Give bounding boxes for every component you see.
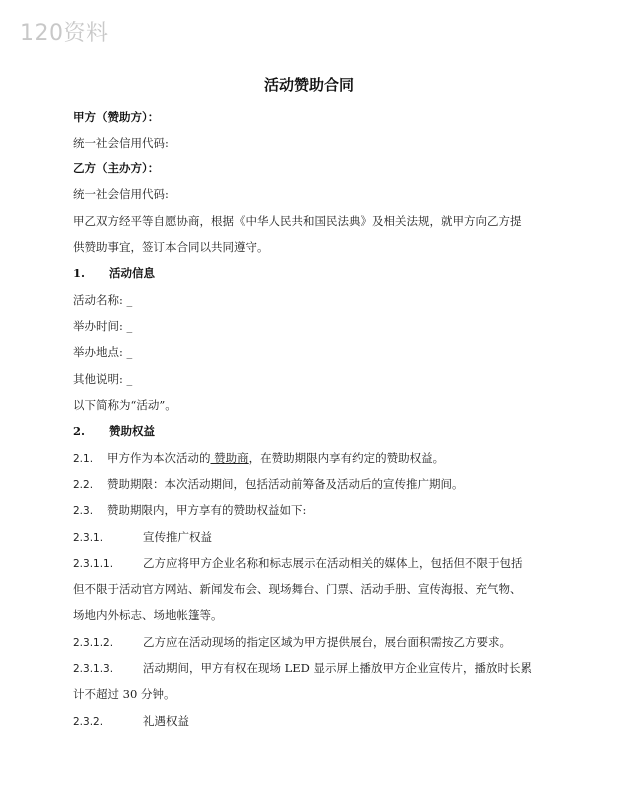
clause-number: 2.3.1.1.	[73, 558, 114, 570]
party-b-credit-code: 统一社会信用代码:	[73, 187, 169, 201]
clause-2-3-1-3-line-2: 计不超过 30 分钟。	[73, 687, 176, 701]
clause-2-3-1-3-line-1	[73, 661, 532, 676]
section-2-number: 2.	[73, 424, 86, 438]
clause-2-3-1-3-text: 活动期间，甲方有权在现场 LED 显示屏上播放甲方企业宣传片，播放时长累	[143, 661, 533, 675]
clause-2-3-1-2	[73, 635, 511, 650]
clause-2-3-text: 赞助期限内，甲方享有的赞助权益如下:	[107, 503, 307, 517]
clause-2-3-2	[73, 714, 189, 729]
sponsor-term: 赞助商	[210, 451, 249, 465]
clause-2-3-1-text: 宣传推广权益	[143, 530, 212, 544]
clause-number: 2.1.	[73, 453, 94, 465]
clause-2-2	[73, 477, 464, 492]
clause-2-3-1	[73, 530, 212, 545]
intro-line-1: 甲乙双方经平等自愿协商，根据《中华人民共和国民法典》及相关法规，就甲方向乙方提	[73, 214, 522, 228]
clause-2-3	[73, 503, 306, 518]
activity-time: 举办时间: _	[73, 319, 133, 333]
clause-2-3-2-text: 礼遇权益	[143, 714, 189, 728]
clause-number: 2.3.	[73, 505, 94, 517]
clause-2-1-text: 甲方作为本次活动的	[107, 451, 211, 465]
party-a-credit-code: 统一社会信用代码:	[73, 136, 169, 150]
watermark: 120资料	[20, 21, 109, 46]
activity-other: 其他说明: _	[73, 372, 133, 386]
clause-number: 2.3.1.3.	[73, 663, 114, 675]
activity-name: 活动名称: _	[73, 293, 133, 307]
section-1-heading	[73, 266, 155, 280]
clause-number: 2.2.	[73, 479, 94, 491]
party-a-label: 甲方（赞助方）：	[73, 110, 160, 124]
section-1-title: 活动信息	[109, 266, 155, 280]
clause-2-3-1-1-text: 乙方应将甲方企业名称和标志展示在活动相关的媒体上，包括但不限于包括	[143, 556, 523, 570]
clause-2-3-1-1-line-2: 但不限于活动官方网站、新闻发布会、现场舞台、门票、活动手册、宣传海报、充气物、	[73, 582, 522, 596]
clause-2-3-1-2-text: 乙方应在活动现场的指定区域为甲方提供展台，展台面积需按乙方要求。	[143, 635, 511, 649]
clause-number: 2.3.1.2.	[73, 637, 114, 649]
party-b-label: 乙方（主办方）：	[73, 161, 160, 175]
intro-line-2: 供赞助事宜，签订本合同以共同遵守。	[73, 240, 269, 254]
clause-2-3-1-1-line-3: 场地内外标志、场地帐篷等。	[73, 608, 223, 622]
clause-2-1-text-end: ，在赞助期限内享有约定的赞助权益。	[248, 451, 445, 465]
clause-2-3-1-1-line-1	[73, 556, 523, 571]
section-2-heading	[73, 424, 155, 438]
document-title: 活动赞助合同	[263, 76, 354, 94]
clause-2-1	[73, 451, 444, 466]
clause-number: 2.3.1.	[73, 532, 104, 544]
clause-number: 2.3.2.	[73, 716, 104, 728]
activity-place: 举办地点: _	[73, 345, 133, 359]
section-2-title: 赞助权益	[109, 424, 155, 438]
section-1-number: 1.	[73, 266, 86, 280]
clause-2-2-text: 赞助期限：本次活动期间，包括活动前筹备及活动后的宣传推广期间。	[107, 477, 464, 491]
activity-short-name: 以下简称为“活动”。	[73, 398, 177, 412]
